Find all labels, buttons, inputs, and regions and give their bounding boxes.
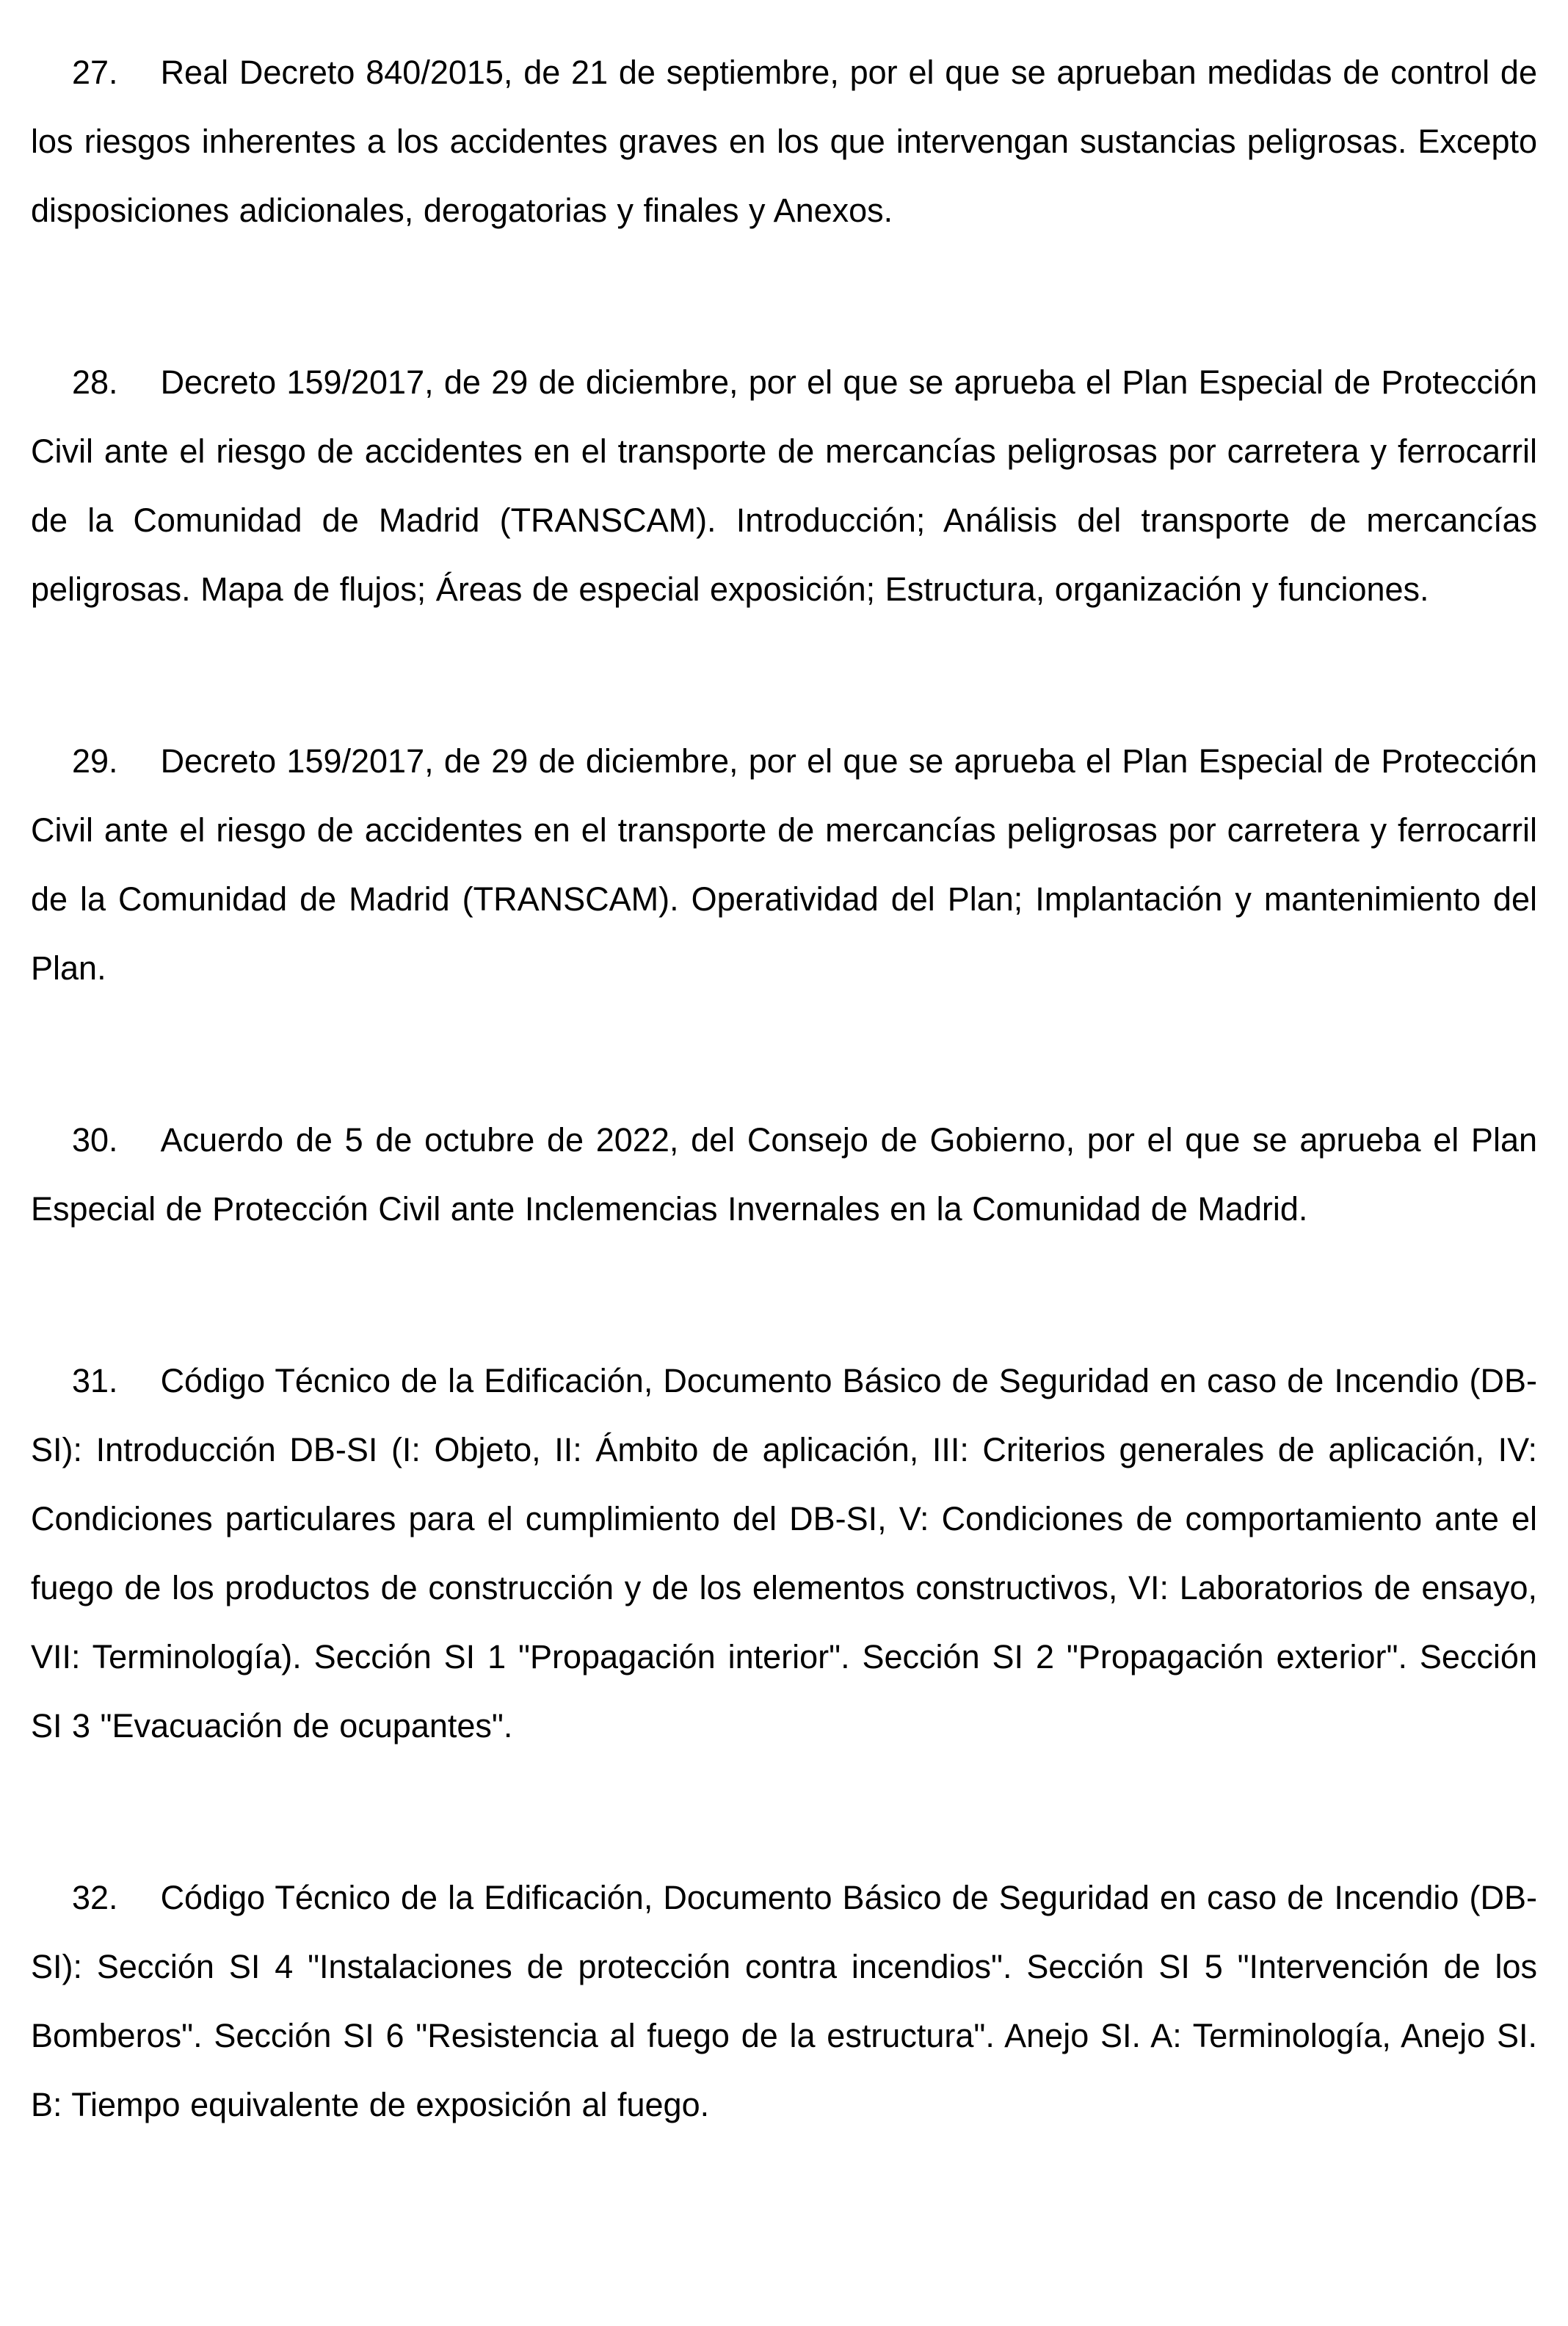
item-text: Decreto 159/2017, de 29 de diciembre, por el que se aprueba el Plan Especial de Protección Civil ante el riesgo de accidentes en el transporte de mercancías peligrosas por carretera y ferrocarril de la Comunidad de Madrid (TRANSCAM). Operatividad del Plan; Implantación y mantenimiento del Plan. bbox=[31, 742, 1537, 987]
list-item-30 bbox=[31, 1106, 1537, 1244]
item-number: 29. bbox=[72, 742, 118, 780]
list-item-28 bbox=[31, 348, 1537, 624]
item-number: 30. bbox=[72, 1121, 118, 1159]
item-text: Código Técnico de la Edificación, Documento Básico de Seguridad en caso de Incendio (DB-SI): Introducción DB-SI (I: Objeto, II: Ámbito de aplicación, III: Criterios generales de aplicación, IV: Condiciones particulares para el cumplimiento del DB-SI, V: Condiciones de comportamiento ante el fuego de los productos de construcción y de los elementos constructivos, VI: Laboratorios de ensayo, VII: Terminología). Sección SI 1 "Propagación interior". Sección SI 2 "Propagación exterior". Sección SI 3 "Evacuación de ocupantes". bbox=[31, 1362, 1537, 1744]
item-number: 31. bbox=[72, 1362, 118, 1399]
item-number: 32. bbox=[72, 1879, 118, 1916]
item-text: Decreto 159/2017, de 29 de diciembre, por el que se aprueba el Plan Especial de Protección Civil ante el riesgo de accidentes en el transporte de mercancías peligrosas por carretera y ferrocarril de la Comunidad de Madrid (TRANSCAM). Introducción; Análisis del transporte de mercancías peligrosas. Mapa de flujos; Áreas de especial exposición; Estructura, organización y funciones. bbox=[31, 363, 1537, 608]
list-item-32 bbox=[31, 1863, 1537, 2140]
item-number: 27. bbox=[72, 54, 118, 91]
item-number: 28. bbox=[72, 363, 118, 401]
item-text: Acuerdo de 5 de octubre de 2022, del Consejo de Gobierno, por el que se aprueba el Plan Especial de Protección Civil ante Inclemencias Invernales en la Comunidad de Madrid. bbox=[31, 1121, 1537, 1228]
item-text: Real Decreto 840/2015, de 21 de septiembre, por el que se aprueban medidas de control de los riesgos inherentes a los accidentes graves en los que intervengan sustancias peligrosas. Excepto disposiciones adicionales, derogatorias y finales y Anexos. bbox=[31, 54, 1537, 229]
list-item-29 bbox=[31, 727, 1537, 1003]
item-text: Código Técnico de la Edificación, Documento Básico de Seguridad en caso de Incendio (DB-SI): Sección SI 4 "Instalaciones de protección contra incendios". Sección SI 5 "Intervención de los Bomberos". Sección SI 6 "Resistencia al fuego de la estructura". Anejo SI. A: Terminología, Anejo SI. B: Tiempo equivalente de exposición al fuego. bbox=[31, 1879, 1537, 2123]
list-item-27 bbox=[31, 38, 1537, 245]
list-item-31 bbox=[31, 1347, 1537, 1761]
